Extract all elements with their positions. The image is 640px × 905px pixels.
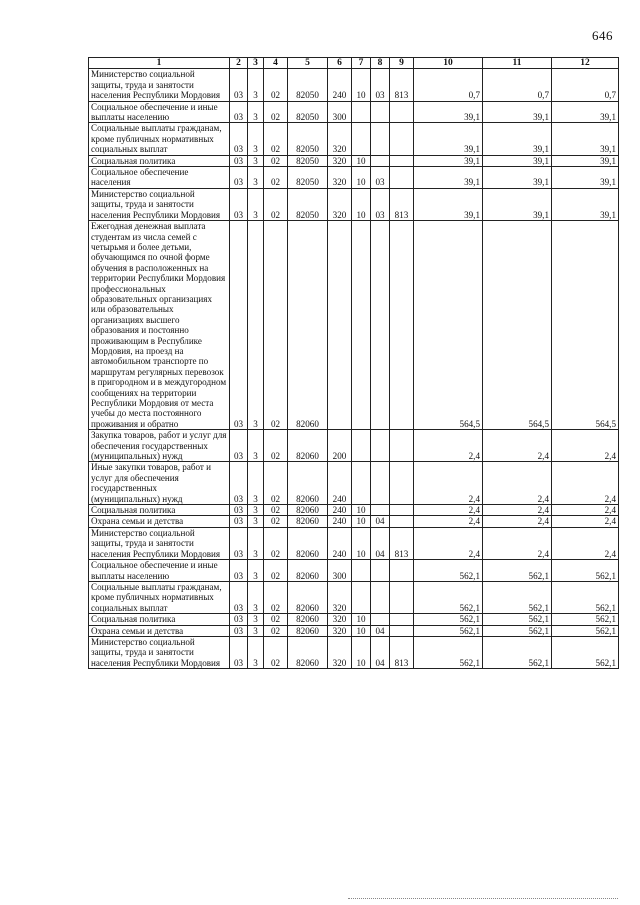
row-code-7: 10 — [352, 516, 371, 527]
row-code-8 — [371, 505, 390, 516]
row-code-8: 03 — [371, 69, 390, 101]
table-row — [89, 505, 619, 516]
table-row — [89, 155, 619, 166]
row-code-5: 82050 — [288, 123, 328, 155]
row-amount-10: 562,1 — [414, 614, 483, 625]
row-code-5: 82060 — [288, 614, 328, 625]
row-code-9: 813 — [390, 69, 414, 101]
header-row — [89, 58, 619, 69]
table-row — [89, 560, 619, 582]
row-amount-11: 562,1 — [483, 581, 552, 613]
row-code-4: 02 — [264, 516, 288, 527]
row-amount-12: 39,1 — [552, 155, 619, 166]
row-code-6: 200 — [328, 430, 352, 462]
row-code-6: 320 — [328, 636, 352, 668]
table-row — [89, 527, 619, 559]
row-code-4: 02 — [264, 527, 288, 559]
row-code-8 — [371, 101, 390, 123]
row-code-8: 03 — [371, 167, 390, 189]
row-code-4: 02 — [264, 505, 288, 516]
row-code-2: 03 — [230, 221, 248, 430]
row-code-9 — [390, 614, 414, 625]
row-amount-11: 562,1 — [483, 560, 552, 582]
row-code-4: 02 — [264, 581, 288, 613]
row-code-3: 3 — [248, 188, 264, 220]
row-code-2: 03 — [230, 560, 248, 582]
row-code-4: 02 — [264, 167, 288, 189]
row-code-5: 82060 — [288, 462, 328, 505]
row-code-4: 02 — [264, 636, 288, 668]
row-code-3: 3 — [248, 167, 264, 189]
row-code-8: 04 — [371, 527, 390, 559]
row-code-9 — [390, 101, 414, 123]
row-code-2: 03 — [230, 516, 248, 527]
row-amount-11: 2,4 — [483, 527, 552, 559]
row-code-3: 3 — [248, 516, 264, 527]
row-code-4: 02 — [264, 560, 288, 582]
table-body — [89, 69, 619, 669]
row-code-9 — [390, 462, 414, 505]
row-amount-10: 39,1 — [414, 123, 483, 155]
row-amount-11: 564,5 — [483, 221, 552, 430]
row-code-9 — [390, 516, 414, 527]
table-row — [89, 221, 619, 430]
row-amount-11: 0,7 — [483, 69, 552, 101]
table-row — [89, 430, 619, 462]
row-code-3: 3 — [248, 462, 264, 505]
row-name: Министерство социальной защиты, труда и занятости населения Республики Мордовия — [89, 527, 230, 559]
col-header: 7 — [352, 58, 371, 69]
row-amount-12: 2,4 — [552, 516, 619, 527]
row-code-5: 82060 — [288, 625, 328, 636]
row-code-9 — [390, 430, 414, 462]
row-amount-12: 562,1 — [552, 581, 619, 613]
row-name: Социальное обеспечение населения — [89, 167, 230, 189]
row-code-5: 82060 — [288, 516, 328, 527]
row-code-9 — [390, 123, 414, 155]
row-name: Социальная политика — [89, 155, 230, 166]
row-amount-12: 564,5 — [552, 221, 619, 430]
row-code-3: 3 — [248, 625, 264, 636]
table-row — [89, 69, 619, 101]
row-code-6: 300 — [328, 101, 352, 123]
row-code-4: 02 — [264, 614, 288, 625]
row-code-2: 03 — [230, 614, 248, 625]
row-code-8 — [371, 155, 390, 166]
row-code-7 — [352, 462, 371, 505]
row-amount-11: 39,1 — [483, 155, 552, 166]
col-header: 10 — [414, 58, 483, 69]
row-code-2: 03 — [230, 69, 248, 101]
table-row — [89, 188, 619, 220]
table-row — [89, 167, 619, 189]
row-code-5: 82050 — [288, 155, 328, 166]
row-code-3: 3 — [248, 155, 264, 166]
row-code-5: 82060 — [288, 430, 328, 462]
row-code-3: 3 — [248, 101, 264, 123]
row-code-5: 82060 — [288, 636, 328, 668]
row-code-8: 04 — [371, 636, 390, 668]
row-code-4: 02 — [264, 462, 288, 505]
row-name: Социальная политика — [89, 614, 230, 625]
row-code-8 — [371, 560, 390, 582]
row-amount-10: 39,1 — [414, 167, 483, 189]
row-code-6: 320 — [328, 614, 352, 625]
row-code-7: 10 — [352, 614, 371, 625]
row-code-5: 82050 — [288, 69, 328, 101]
row-amount-12: 2,4 — [552, 430, 619, 462]
row-amount-12: 39,1 — [552, 167, 619, 189]
row-name: Министерство социальной защиты, труда и занятости населения Республики Мордовия — [89, 69, 230, 101]
row-code-7: 10 — [352, 505, 371, 516]
row-code-9: 813 — [390, 527, 414, 559]
row-code-4: 02 — [264, 69, 288, 101]
row-name: Министерство социальной защиты, труда и занятости населения Республики Мордовия — [89, 636, 230, 668]
row-amount-11: 562,1 — [483, 614, 552, 625]
row-code-9: 813 — [390, 188, 414, 220]
row-amount-12: 39,1 — [552, 123, 619, 155]
row-code-8: 04 — [371, 516, 390, 527]
row-amount-12: 562,1 — [552, 636, 619, 668]
row-amount-10: 2,4 — [414, 527, 483, 559]
row-code-8 — [371, 462, 390, 505]
row-code-9 — [390, 560, 414, 582]
row-code-3: 3 — [248, 560, 264, 582]
table-row — [89, 614, 619, 625]
row-code-2: 03 — [230, 101, 248, 123]
row-amount-11: 2,4 — [483, 462, 552, 505]
row-amount-12: 2,4 — [552, 505, 619, 516]
table-row — [89, 462, 619, 505]
row-amount-10: 2,4 — [414, 505, 483, 516]
row-code-6 — [328, 221, 352, 430]
row-code-7 — [352, 101, 371, 123]
col-header: 4 — [264, 58, 288, 69]
row-amount-11: 39,1 — [483, 101, 552, 123]
row-code-5: 82060 — [288, 527, 328, 559]
row-code-6: 320 — [328, 155, 352, 166]
row-code-3: 3 — [248, 527, 264, 559]
row-amount-12: 39,1 — [552, 101, 619, 123]
row-amount-10: 562,1 — [414, 636, 483, 668]
row-code-7 — [352, 123, 371, 155]
row-name: Социальное обеспечение и иные выплаты населению — [89, 101, 230, 123]
row-amount-10: 0,7 — [414, 69, 483, 101]
table-row — [89, 516, 619, 527]
row-code-3: 3 — [248, 636, 264, 668]
row-code-2: 03 — [230, 527, 248, 559]
row-code-6: 240 — [328, 505, 352, 516]
row-code-5: 82050 — [288, 188, 328, 220]
row-code-7: 10 — [352, 69, 371, 101]
row-code-4: 02 — [264, 101, 288, 123]
table-row — [89, 101, 619, 123]
row-code-5: 82060 — [288, 505, 328, 516]
row-amount-11: 2,4 — [483, 430, 552, 462]
col-header: 5 — [288, 58, 328, 69]
row-code-9 — [390, 221, 414, 430]
row-name: Охрана семьи и детства — [89, 625, 230, 636]
col-header: 9 — [390, 58, 414, 69]
row-amount-12: 562,1 — [552, 614, 619, 625]
col-header: 11 — [483, 58, 552, 69]
row-amount-12: 2,4 — [552, 462, 619, 505]
row-code-6: 320 — [328, 167, 352, 189]
row-amount-11: 562,1 — [483, 625, 552, 636]
row-code-5: 82060 — [288, 221, 328, 430]
row-code-7 — [352, 221, 371, 430]
row-code-7: 10 — [352, 636, 371, 668]
row-amount-10: 562,1 — [414, 625, 483, 636]
row-code-3: 3 — [248, 430, 264, 462]
row-code-8 — [371, 614, 390, 625]
row-code-3: 3 — [248, 581, 264, 613]
row-name: Социальные выплаты гражданам, кроме публичных нормативных социальных выплат — [89, 581, 230, 613]
page-number: 646 — [592, 28, 613, 43]
row-amount-11: 39,1 — [483, 188, 552, 220]
row-code-7: 10 — [352, 155, 371, 166]
row-code-2: 03 — [230, 188, 248, 220]
row-amount-11: 39,1 — [483, 123, 552, 155]
row-code-3: 3 — [248, 69, 264, 101]
row-amount-10: 2,4 — [414, 430, 483, 462]
table-row — [89, 581, 619, 613]
row-code-9 — [390, 581, 414, 613]
row-code-6: 240 — [328, 527, 352, 559]
row-code-2: 03 — [230, 636, 248, 668]
row-code-5: 82060 — [288, 581, 328, 613]
row-name: Социальная политика — [89, 505, 230, 516]
row-code-2: 03 — [230, 123, 248, 155]
row-amount-10: 2,4 — [414, 462, 483, 505]
row-code-3: 3 — [248, 221, 264, 430]
row-amount-12: 562,1 — [552, 560, 619, 582]
col-header: 8 — [371, 58, 390, 69]
row-amount-11: 562,1 — [483, 636, 552, 668]
row-code-8 — [371, 430, 390, 462]
row-code-6: 240 — [328, 462, 352, 505]
row-code-7: 10 — [352, 625, 371, 636]
row-code-7 — [352, 560, 371, 582]
footer-divider — [348, 898, 618, 899]
col-header: 12 — [552, 58, 619, 69]
col-header: 6 — [328, 58, 352, 69]
row-name: Иные закупки товаров, работ и услуг для обеспечения государственных (муниципальных) нужд — [89, 462, 230, 505]
row-code-8 — [371, 123, 390, 155]
row-name: Охрана семьи и детства — [89, 516, 230, 527]
row-code-5: 82060 — [288, 560, 328, 582]
row-code-9 — [390, 167, 414, 189]
row-code-8: 03 — [371, 188, 390, 220]
row-amount-11: 2,4 — [483, 505, 552, 516]
col-header: 3 — [248, 58, 264, 69]
row-amount-12: 0,7 — [552, 69, 619, 101]
row-code-3: 3 — [248, 123, 264, 155]
col-header: 1 — [89, 58, 230, 69]
row-amount-10: 2,4 — [414, 516, 483, 527]
row-code-6: 320 — [328, 188, 352, 220]
table-row — [89, 123, 619, 155]
row-code-8: 04 — [371, 625, 390, 636]
row-amount-12: 562,1 — [552, 625, 619, 636]
row-code-2: 03 — [230, 155, 248, 166]
row-code-4: 02 — [264, 123, 288, 155]
row-code-6: 240 — [328, 69, 352, 101]
row-code-2: 03 — [230, 167, 248, 189]
row-code-4: 02 — [264, 188, 288, 220]
row-code-9 — [390, 625, 414, 636]
row-amount-10: 39,1 — [414, 188, 483, 220]
row-code-2: 03 — [230, 462, 248, 505]
budget-table — [88, 57, 619, 669]
row-code-4: 02 — [264, 155, 288, 166]
row-code-5: 82050 — [288, 101, 328, 123]
row-code-7 — [352, 430, 371, 462]
row-name: Ежегодная денежная выплата студентам из числа семей с четырьмя и более детьми, обучающимся по очной форме обучения в расположенных на территории Республики Мордовия профессиональных образовательных организациях или образовательных организациях высшего образования и постоянно проживающим в Республике Мордовия, на проезд на автомобильном транспорте по маршрутам регулярных перевозок в пригородном и в междугородном сообщениях на территории Республики Мордовия от места учебы до места постоянного проживания и обратно — [89, 221, 230, 430]
row-code-6: 320 — [328, 581, 352, 613]
row-code-9 — [390, 505, 414, 516]
row-amount-10: 39,1 — [414, 155, 483, 166]
row-code-3: 3 — [248, 614, 264, 625]
row-amount-12: 39,1 — [552, 188, 619, 220]
row-code-2: 03 — [230, 430, 248, 462]
row-code-9 — [390, 155, 414, 166]
row-code-4: 02 — [264, 625, 288, 636]
row-amount-10: 562,1 — [414, 581, 483, 613]
row-code-7: 10 — [352, 188, 371, 220]
row-code-2: 03 — [230, 625, 248, 636]
row-code-6: 320 — [328, 123, 352, 155]
row-code-5: 82050 — [288, 167, 328, 189]
table-row — [89, 625, 619, 636]
row-code-8 — [371, 581, 390, 613]
row-amount-11: 39,1 — [483, 167, 552, 189]
row-code-6: 320 — [328, 625, 352, 636]
row-code-2: 03 — [230, 505, 248, 516]
row-code-6: 300 — [328, 560, 352, 582]
table-row — [89, 636, 619, 668]
row-code-4: 02 — [264, 221, 288, 430]
row-code-2: 03 — [230, 581, 248, 613]
row-name: Социальное обеспечение и иные выплаты населению — [89, 560, 230, 582]
row-amount-11: 2,4 — [483, 516, 552, 527]
row-name: Социальные выплаты гражданам, кроме публичных нормативных социальных выплат — [89, 123, 230, 155]
row-name: Министерство социальной защиты, труда и занятости населения Республики Мордовия — [89, 188, 230, 220]
row-code-3: 3 — [248, 505, 264, 516]
row-code-9: 813 — [390, 636, 414, 668]
row-code-6: 240 — [328, 516, 352, 527]
row-code-7: 10 — [352, 167, 371, 189]
col-header: 2 — [230, 58, 248, 69]
row-amount-10: 562,1 — [414, 560, 483, 582]
row-code-7 — [352, 581, 371, 613]
row-amount-10: 564,5 — [414, 221, 483, 430]
row-code-8 — [371, 221, 390, 430]
row-code-7: 10 — [352, 527, 371, 559]
row-code-4: 02 — [264, 430, 288, 462]
row-amount-10: 39,1 — [414, 101, 483, 123]
row-name: Закупка товаров, работ и услуг для обеспечения государственных (муниципальных) нужд — [89, 430, 230, 462]
row-amount-12: 2,4 — [552, 527, 619, 559]
